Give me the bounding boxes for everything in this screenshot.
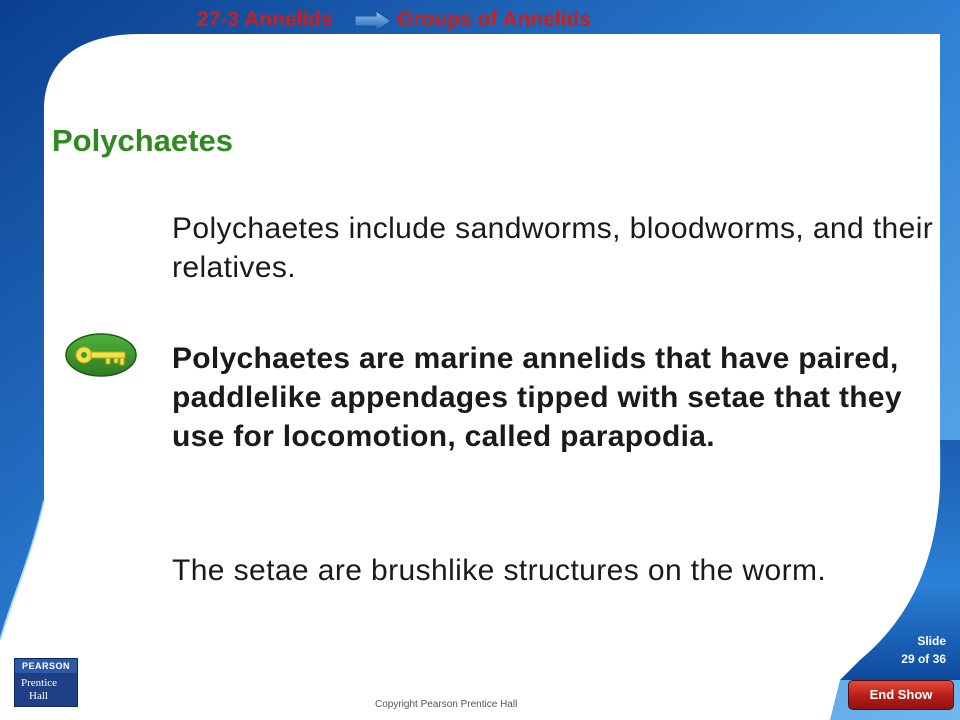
- key-icon: [64, 332, 138, 378]
- copyright-text: Copyright Pearson Prentice Hall: [375, 699, 518, 710]
- paragraph-1: Polychaetes include sandworms, bloodworms, and their relatives.: [172, 212, 934, 284]
- slide-label: Slide: [917, 634, 946, 648]
- header-section-title: 27-3 Annelids: [197, 8, 333, 31]
- end-show-button[interactable]: End Show: [848, 680, 954, 710]
- slide-title: Polychaetes: [52, 123, 233, 158]
- pearson-logo: [14, 658, 78, 707]
- slide-counter: 29 of 36: [901, 652, 946, 666]
- pearson-logo-line2: Hall: [29, 690, 48, 702]
- pearson-logo-line1: Prentice: [21, 677, 58, 689]
- header-topic-title: Groups of Annelids: [397, 8, 592, 31]
- paragraph-3: The setae are brushlike structures on the worm.: [172, 554, 827, 587]
- arrow-right-icon: [354, 11, 392, 31]
- pearson-logo-top: PEARSON: [15, 659, 77, 673]
- slide-header: [0, 8, 960, 34]
- slide-number: [901, 632, 946, 668]
- paragraph-2-key-concept: Polychaetes are marine annelids that have paired, paddlelike appendages tipped with setae that they use for locomotion, called parapodia.: [172, 342, 902, 453]
